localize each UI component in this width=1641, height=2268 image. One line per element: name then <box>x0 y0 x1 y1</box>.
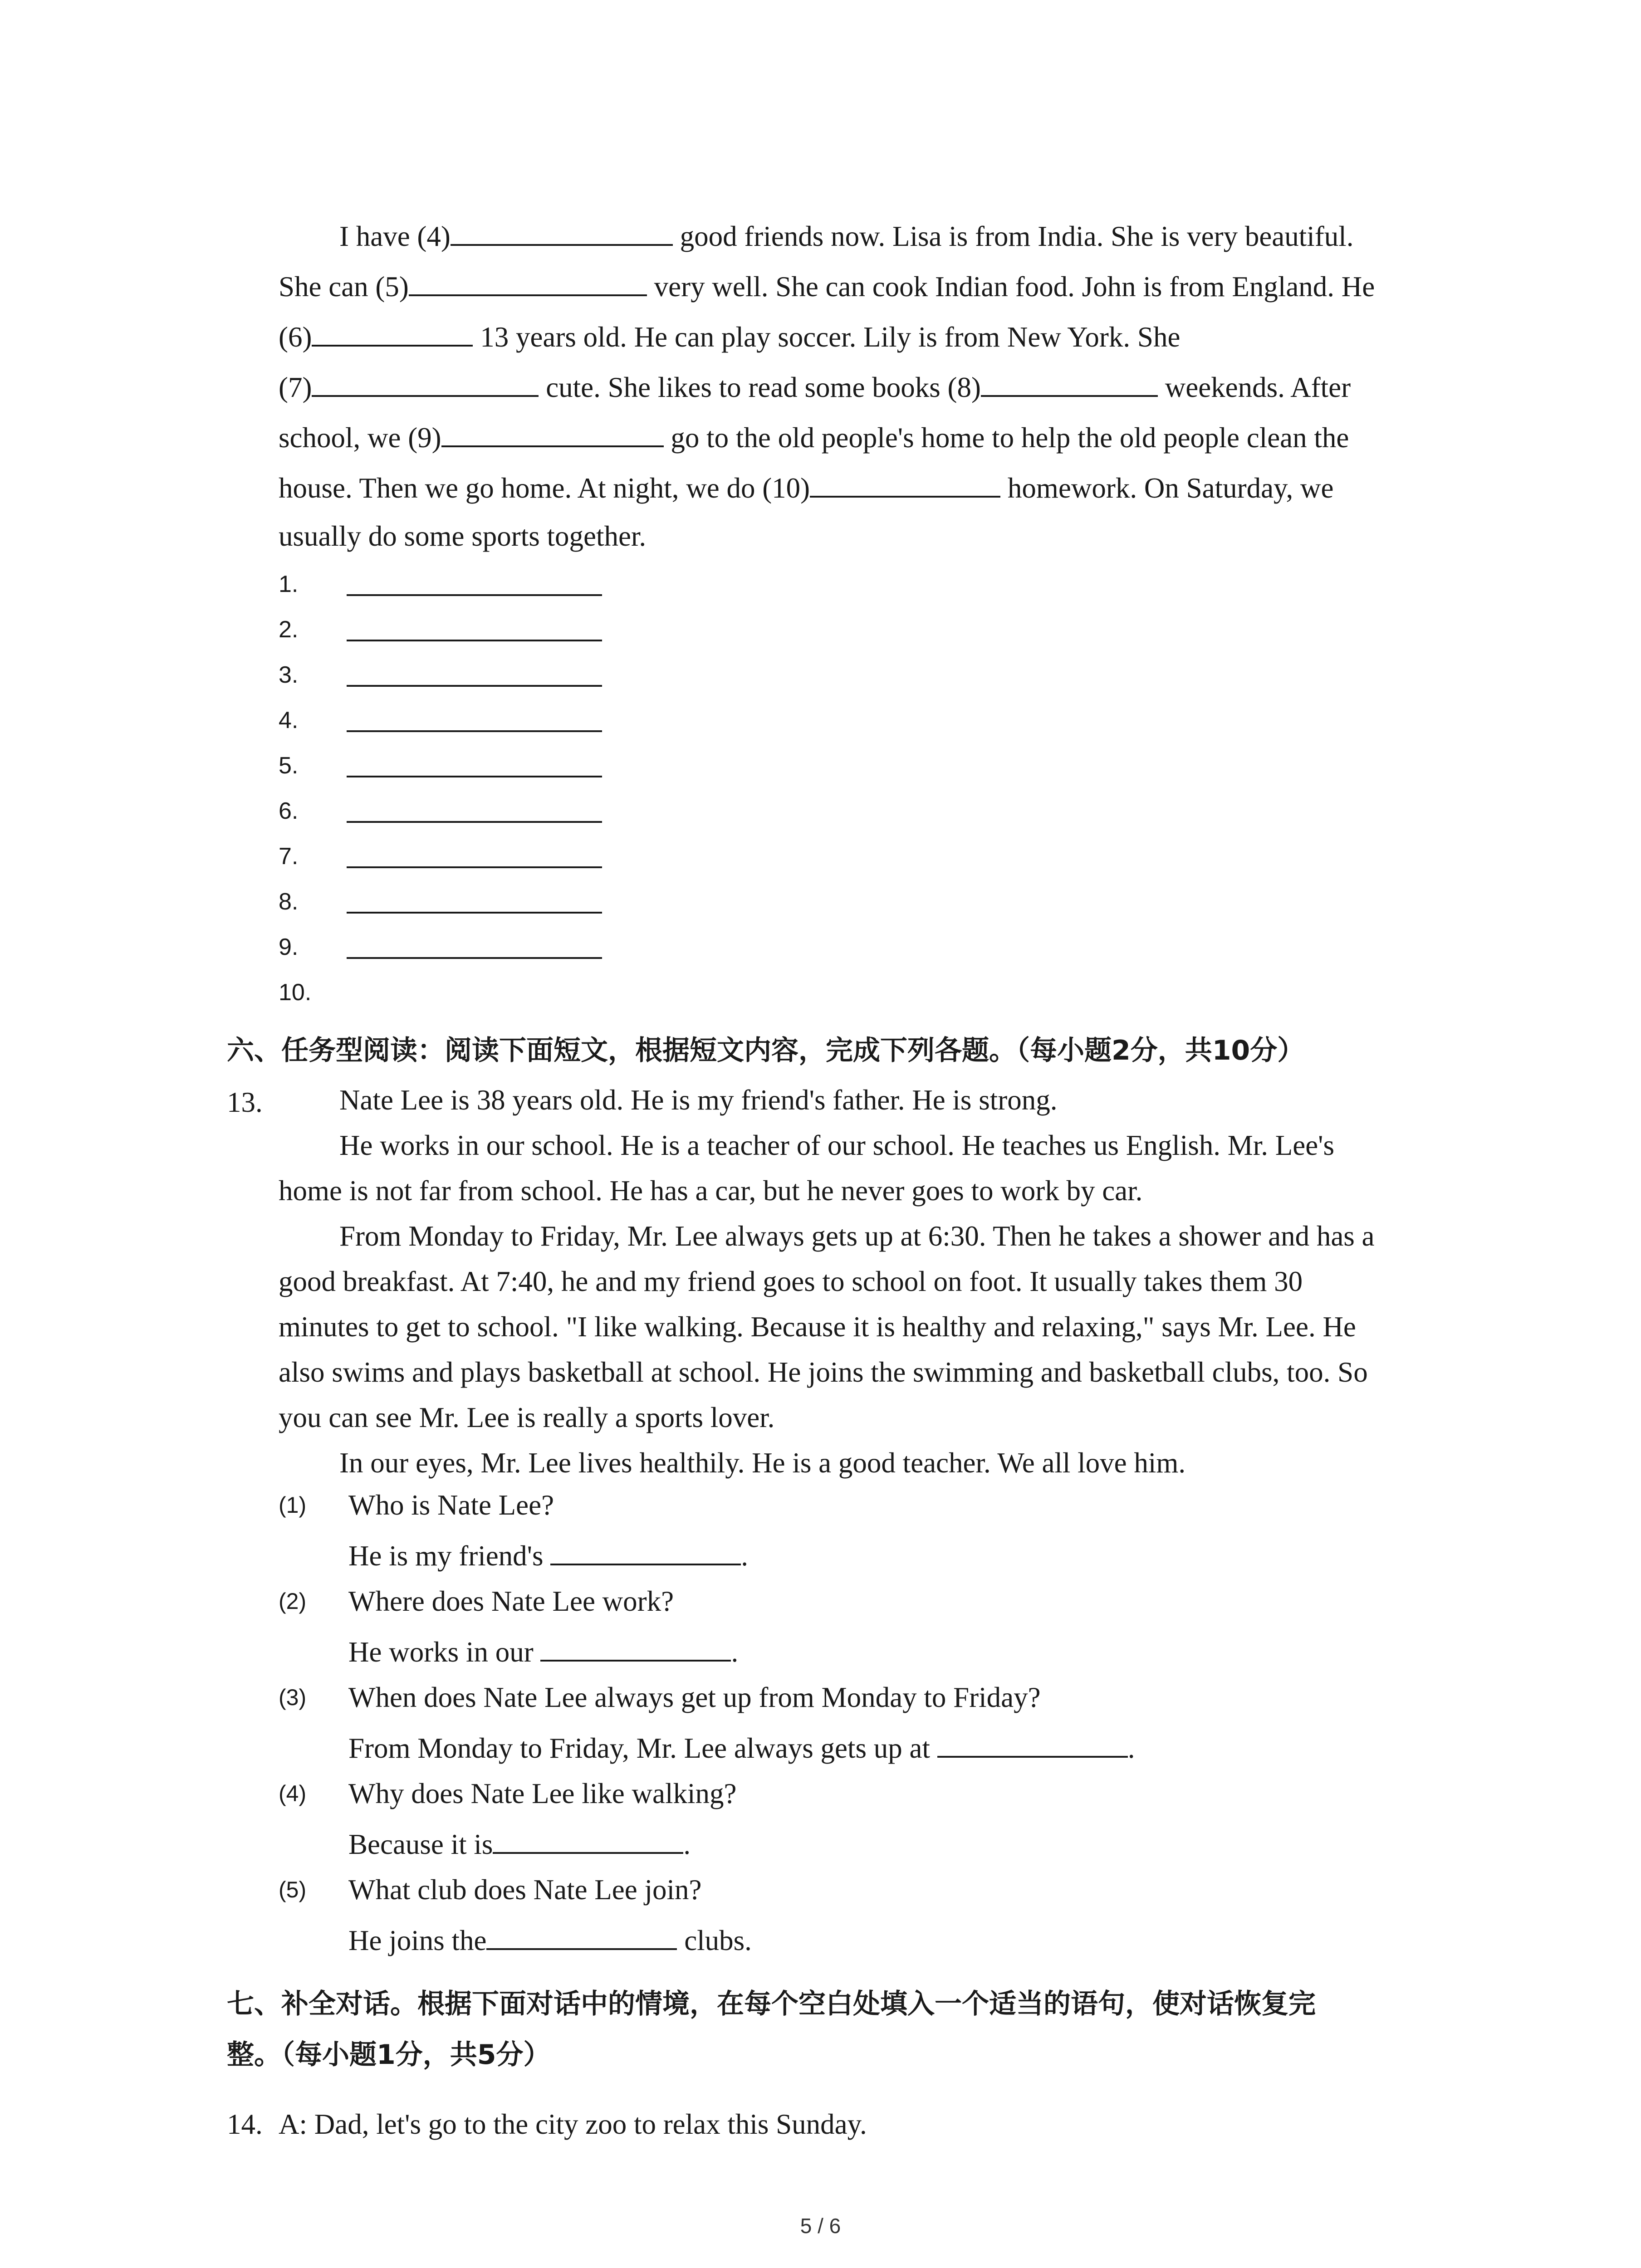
passage-line <box>279 1440 1454 1486</box>
passage-line: home is not far from school. He has a car, but he never goes to work by car. <box>279 1175 1143 1207</box>
passage-line <box>279 312 1454 362</box>
answer-line[interactable] <box>347 821 602 823</box>
answer-number: 7. <box>279 843 299 870</box>
passage-line: usually do some sports together. <box>279 520 647 552</box>
passage-2 <box>279 1077 1454 1486</box>
answer-line[interactable] <box>347 594 602 596</box>
text: He joins the <box>348 1925 487 1956</box>
sub-question-text: Where does Nate Lee work? <box>348 1585 674 1617</box>
sub-answer <box>348 1629 738 1675</box>
question-14-number: 14. <box>227 2108 263 2140</box>
answer-line[interactable] <box>347 776 602 777</box>
answer-number: 2. <box>279 616 299 643</box>
answer-number: 3. <box>279 662 299 688</box>
answer-blank[interactable] <box>550 1536 741 1565</box>
passage-line <box>279 413 1454 463</box>
passage-line <box>279 262 1454 312</box>
text: clubs. <box>677 1925 752 1956</box>
text: homework. On Saturday, we <box>1000 472 1334 504</box>
passage-line: good breakfast. At 7:40, he and my friend goes to school on foot. It usually takes them 30 <box>279 1266 1303 1297</box>
answer-number: 4. <box>279 707 299 733</box>
answer-number: 10. <box>279 979 312 1006</box>
text: 13 years old. He can play soccer. Lily is from New York. She <box>473 321 1181 353</box>
text: (6) <box>279 321 312 353</box>
text: From Monday to Friday, Mr. Lee always gets up at <box>348 1732 937 1764</box>
answer-line[interactable] <box>347 866 602 868</box>
text: go to the old people's home to help the old people clean the <box>663 422 1349 454</box>
text: . <box>741 1540 749 1572</box>
blank-9[interactable] <box>441 418 664 447</box>
answer-line[interactable] <box>347 640 602 641</box>
section-6-heading: 六、任务型阅读：阅读下面短文，根据短文内容，完成下列各题。（每小题2分，共10分） <box>227 1035 1305 1066</box>
answer-line[interactable] <box>347 730 602 732</box>
sub-question-text: Why does Nate Lee like walking? <box>348 1778 737 1809</box>
sub-question-number: (5) <box>279 1877 307 1902</box>
blank-5[interactable] <box>409 267 647 296</box>
sub-question-number: (2) <box>279 1589 307 1614</box>
answer-line[interactable] <box>347 957 602 959</box>
question-13-number: 13. <box>227 1086 263 1118</box>
text: He is my friend's <box>348 1540 551 1572</box>
sub-answer <box>348 1533 748 1579</box>
blank-7[interactable] <box>312 368 539 397</box>
blank-8[interactable] <box>981 368 1158 397</box>
passage-line <box>279 1123 1454 1168</box>
answer-blank[interactable] <box>540 1633 731 1662</box>
passage-1 <box>279 211 1454 559</box>
section-7-heading <box>227 1979 1461 2080</box>
answer-line[interactable] <box>347 912 602 914</box>
sub-question-text: Who is Nate Lee? <box>348 1489 554 1521</box>
heading-line: 整。（每小题1分，共5分） <box>227 2039 551 2071</box>
text: . <box>1127 1732 1135 1764</box>
passage-line: minutes to get to school. "I like walking. Because it is healthy and relaxing," says Mr. Lee. He <box>279 1311 1356 1343</box>
sub-question-number: (4) <box>279 1781 307 1806</box>
answer-blank[interactable] <box>493 1825 683 1854</box>
passage-line <box>279 1077 1454 1123</box>
dialogue-line: A: Dad, let's go to the city zoo to relax this Sunday. <box>279 2108 867 2140</box>
page-number: 5 / 6 <box>800 2214 841 2238</box>
sub-answer <box>348 1822 691 1867</box>
answer-number: 6. <box>279 798 299 824</box>
answer-line[interactable] <box>347 685 602 687</box>
passage-line <box>279 362 1454 413</box>
sub-answer <box>348 1725 1135 1771</box>
blank-4[interactable] <box>451 217 673 246</box>
text: Nate Lee is 38 years old. He is my friend's father. He is strong. <box>339 1084 1058 1116</box>
heading-line: 七、补全对话。根据下面对话中的情境，在每个空白处填入一个适当的语句，使对话恢复完 <box>227 1988 1316 2020</box>
answer-blank[interactable] <box>486 1921 677 1950</box>
answer-number: 5. <box>279 753 299 779</box>
sub-answer <box>348 1918 752 1963</box>
text: school, we (9) <box>279 422 441 454</box>
text: . <box>731 1636 739 1668</box>
answer-blank[interactable] <box>937 1729 1128 1758</box>
passage-line <box>279 463 1454 513</box>
text: I have (4) <box>339 220 451 252</box>
text: good friends now. Lisa is from India. She is very beautiful. <box>672 220 1354 252</box>
passage-line: also swims and plays basketball at school. He joins the swimming and basketball clubs, too. So <box>279 1356 1368 1388</box>
answer-number: 1. <box>279 571 299 597</box>
text: house. Then we go home. At night, we do (10) <box>279 472 810 504</box>
text: . <box>683 1828 691 1860</box>
answer-number: 8. <box>279 889 299 915</box>
sub-question-number: (3) <box>279 1685 307 1710</box>
text: (7) <box>279 371 312 403</box>
sub-question-text: When does Nate Lee always get up from Monday to Friday? <box>348 1681 1041 1713</box>
text: He works in our school. He is a teacher of our school. He teaches us English. Mr. Lee's <box>339 1129 1335 1161</box>
passage-line: you can see Mr. Lee is really a sports lover. <box>279 1402 775 1433</box>
text: From Monday to Friday, Mr. Lee always gets up at 6:30. Then he takes a shower and has a <box>339 1220 1375 1252</box>
text: In our eyes, Mr. Lee lives healthily. He is a good teacher. We all love him. <box>339 1447 1186 1479</box>
text: He works in our <box>348 1636 541 1668</box>
passage-line <box>279 1213 1454 1259</box>
answer-number: 9. <box>279 934 299 960</box>
sub-question-text: What club does Nate Lee join? <box>348 1874 702 1906</box>
blank-6[interactable] <box>312 318 473 347</box>
text: weekends. After <box>1158 371 1351 403</box>
text: Because it is <box>348 1828 493 1860</box>
passage-line <box>279 211 1454 262</box>
blank-10[interactable] <box>810 469 1000 498</box>
sub-question-number: (1) <box>279 1492 307 1518</box>
text: cute. She likes to read some books (8) <box>539 371 981 403</box>
text: very well. She can cook Indian food. John is from England. He <box>647 271 1375 303</box>
text: She can (5) <box>279 271 409 303</box>
